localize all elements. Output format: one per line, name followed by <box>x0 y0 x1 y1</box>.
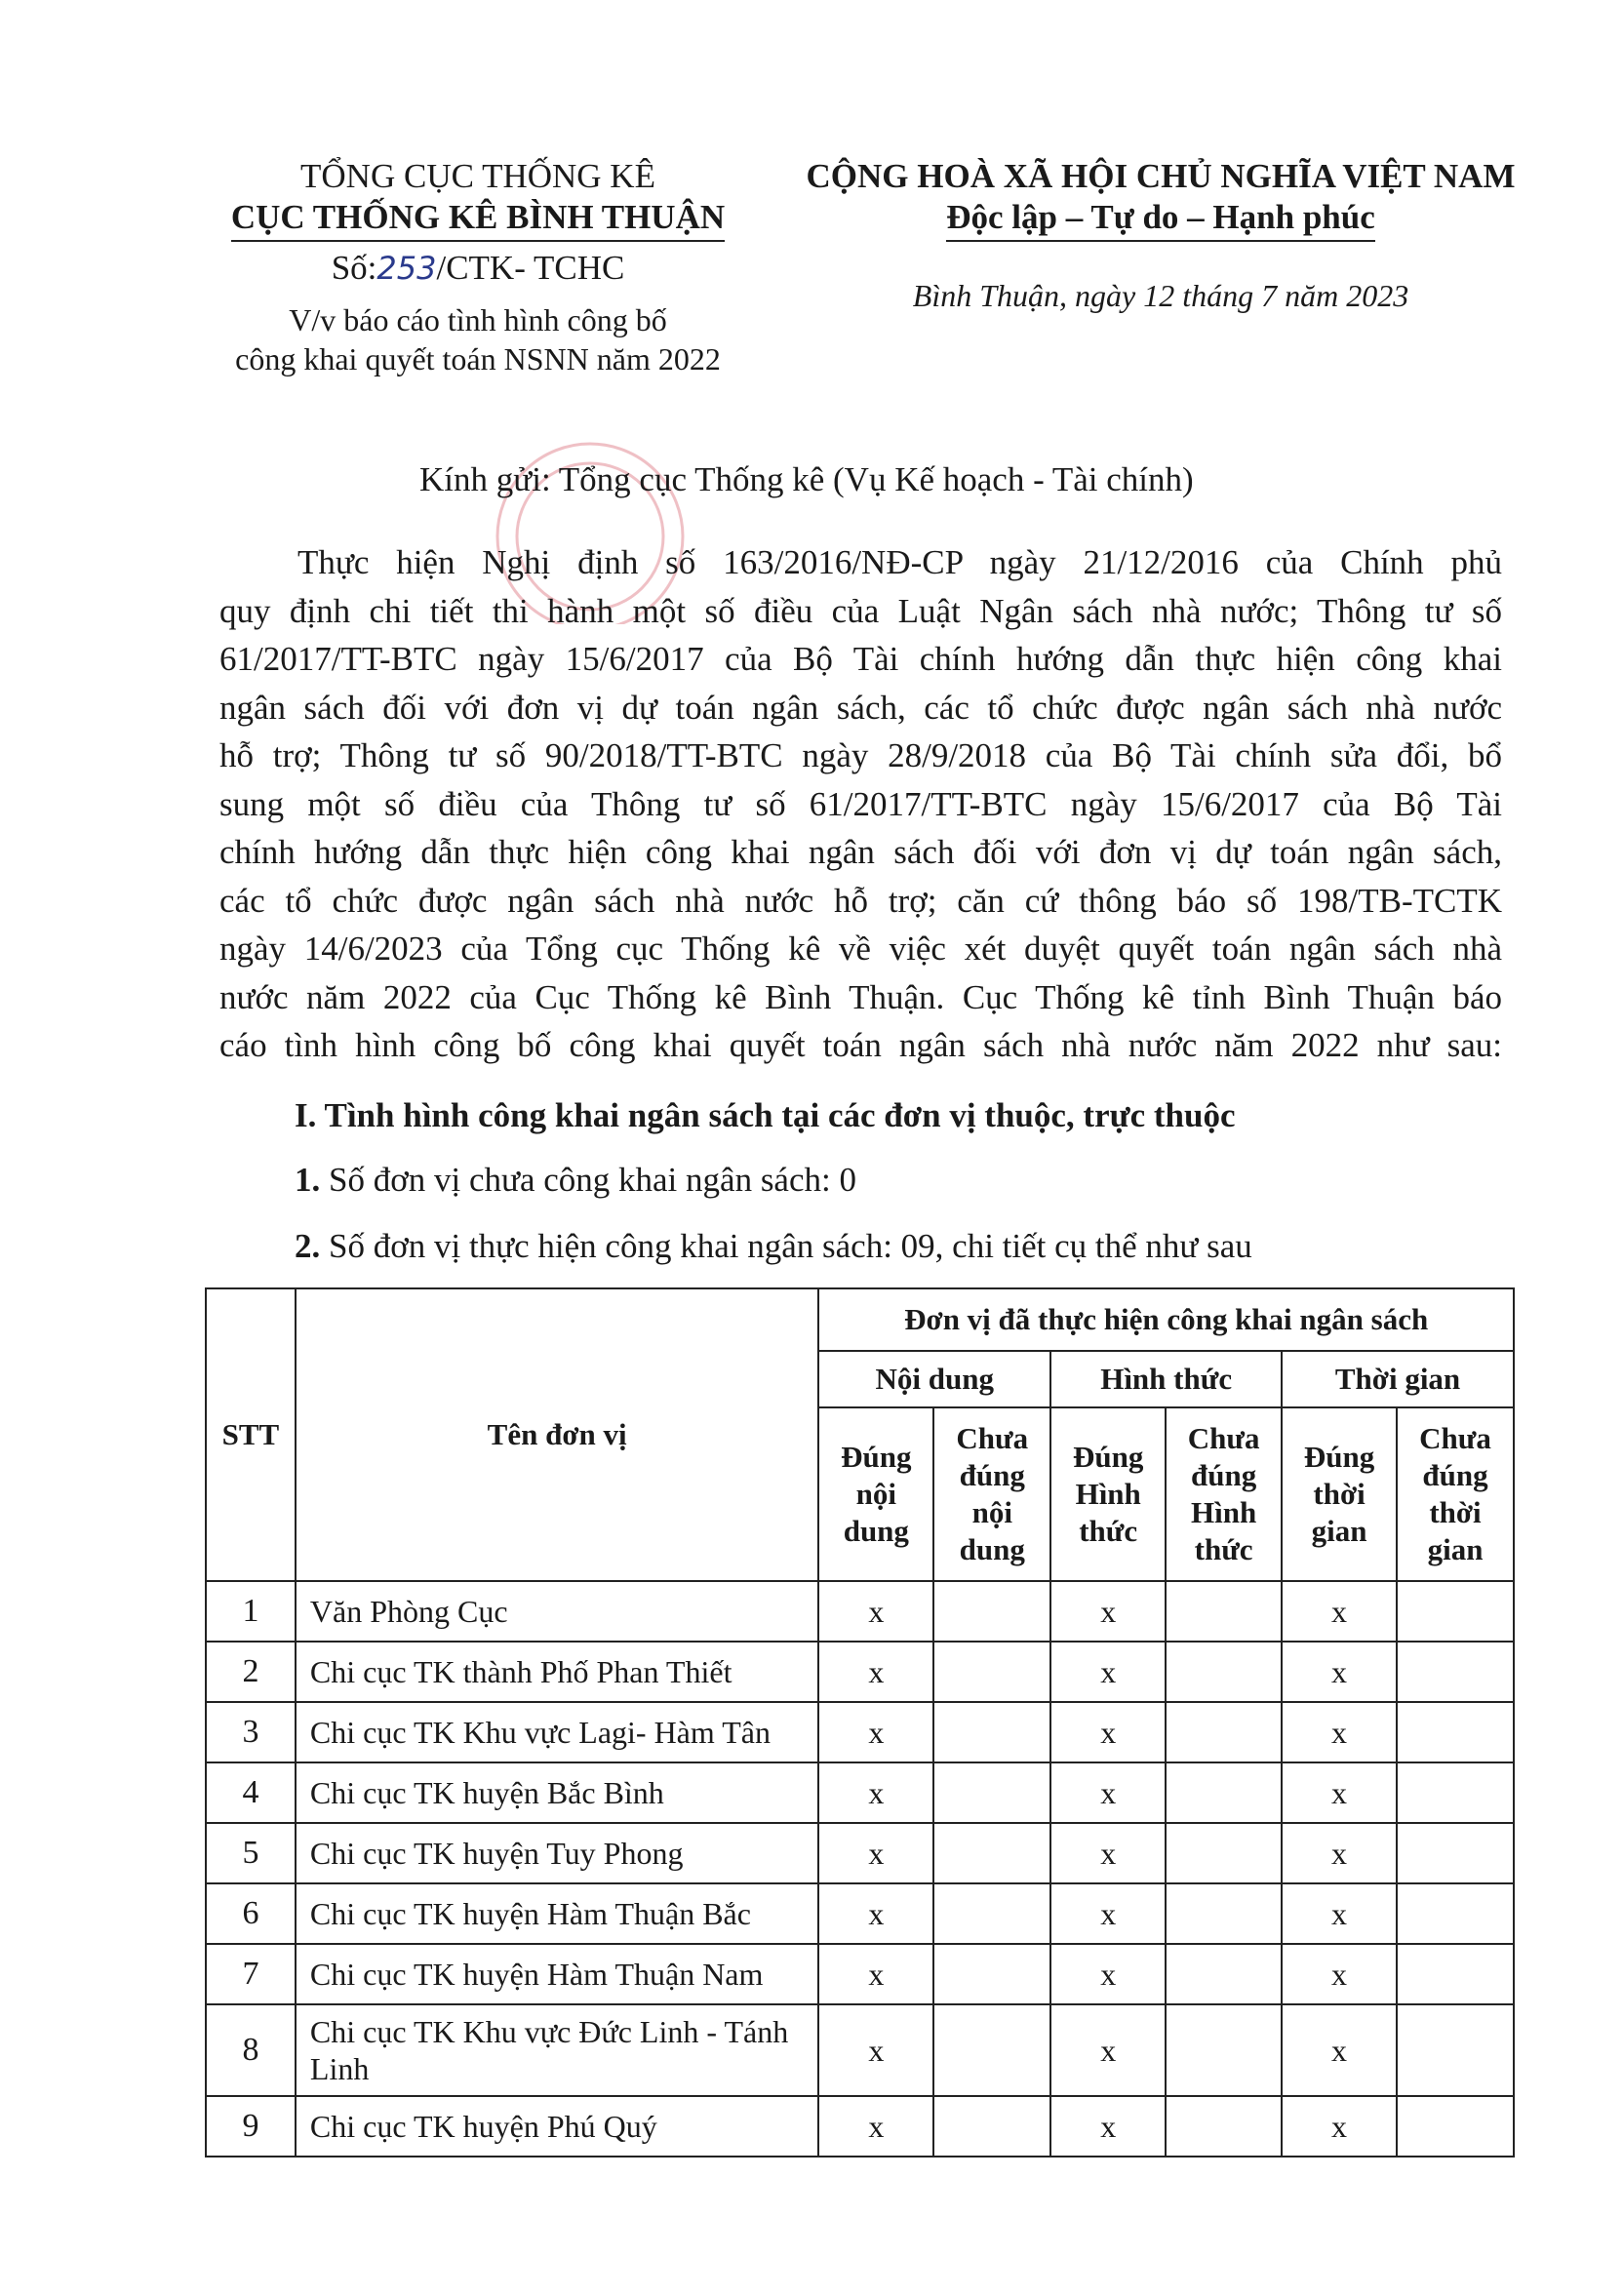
incorrect-content-mark <box>933 1944 1050 2004</box>
handwritten-number: 253 <box>376 250 437 287</box>
correct-form-mark: x <box>1050 1883 1166 1944</box>
correct-form-mark: x <box>1050 2004 1166 2096</box>
subject-line-1: V/v báo cáo tình hình công bố <box>289 302 667 337</box>
recipient-line: Kính gửi: Tổng cục Thống kê (Vụ Kế hoạch - Tài chính) <box>419 460 1194 498</box>
body-line: chính hướng dẫn thực hiện công khai ngân sách đối với đơn vị dự toán ngân sách, <box>219 833 1502 871</box>
subject-line-2: công khai quyết toán NSNN năm 2022 <box>235 341 721 376</box>
table-row <box>206 1642 1514 1702</box>
correct-form-mark: x <box>1050 1581 1166 1642</box>
correct-time-mark: x <box>1282 1944 1397 2004</box>
body-line: sung một số điều của Thông tư số 61/2017/TT-BTC ngày 15/6/2017 của Bộ Tài <box>219 784 1502 823</box>
country-name: CỘNG HOÀ XÃ HỘI CHỦ NGHĨA VIỆT NAM <box>806 157 1516 195</box>
table-row <box>206 1702 1514 1762</box>
body-line: hỗ trợ; Thông tư số 90/2018/TT-BTC ngày 28/9/2018 của Bộ Tài chính sửa đổi, bổ <box>219 736 1502 774</box>
correct-content-mark: x <box>818 1581 933 1642</box>
correct-form-mark: x <box>1050 1702 1166 1762</box>
header-unit-name: Tên đơn vị <box>296 1288 818 1581</box>
correct-content-mark: x <box>818 1823 933 1883</box>
header-correct-form: Đúng Hình thức <box>1050 1407 1166 1581</box>
unit-name: Chi cục TK huyện Tuy Phong <box>296 1823 818 1883</box>
correct-content-mark: x <box>818 1702 933 1762</box>
table-row <box>206 1762 1514 1823</box>
row-number: 6 <box>206 1883 296 1944</box>
correct-form-mark: x <box>1050 1823 1166 1883</box>
row-number: 5 <box>206 1823 296 1883</box>
disclosure-table <box>205 1287 1515 2157</box>
body-line: quy định chi tiết thi hành một số điều của Luật Ngân sách nhà nước; Thông tư số <box>219 591 1502 630</box>
header-incorrect-time: Chưa đúng thời gian <box>1397 1407 1514 1581</box>
unit-name: Chi cục TK huyện Bắc Bình <box>296 1762 818 1823</box>
correct-time-mark: x <box>1282 1883 1397 1944</box>
correct-content-mark: x <box>818 1642 933 1702</box>
correct-time-mark: x <box>1282 2096 1397 2157</box>
unit-name: Chi cục TK huyện Hàm Thuận Bắc <box>296 1883 818 1944</box>
incorrect-time-mark <box>1397 1883 1514 1944</box>
incorrect-content-mark <box>933 1823 1050 1883</box>
motto: Độc lập – Tự do – Hạnh phúc <box>771 197 1551 242</box>
correct-time-mark: x <box>1282 2004 1397 2096</box>
header-incorrect-form: Chưa đúng Hình thức <box>1166 1407 1282 1581</box>
header-time: Thời gian <box>1282 1351 1514 1407</box>
incorrect-time-mark <box>1397 1702 1514 1762</box>
table-row <box>206 2004 1514 2096</box>
incorrect-time-mark <box>1397 1823 1514 1883</box>
correct-content-mark: x <box>818 1883 933 1944</box>
correct-time-mark: x <box>1282 1823 1397 1883</box>
correct-form-mark: x <box>1050 1944 1166 2004</box>
body-line: Thực hiện Nghị định số 163/2016/NĐ-CP ngày 21/12/2016 của Chính phủ <box>297 543 1502 581</box>
item-2: 2. Số đơn vị thực hiện công khai ngân sách: 09, chi tiết cụ thể như sau <box>295 1227 1252 1265</box>
incorrect-time-mark <box>1397 2004 1514 2096</box>
incorrect-content-mark <box>933 1762 1050 1823</box>
table-row <box>206 1581 1514 1642</box>
header-correct-content: Đúng nội dung <box>818 1407 933 1581</box>
incorrect-content-mark <box>933 1702 1050 1762</box>
incorrect-form-mark <box>1166 1762 1282 1823</box>
correct-content-mark: x <box>818 2004 933 2096</box>
table-row <box>206 1944 1514 2004</box>
correct-time-mark: x <box>1282 1762 1397 1823</box>
correct-time-mark: x <box>1282 1581 1397 1642</box>
incorrect-form-mark <box>1166 1883 1282 1944</box>
header-right <box>771 156 1551 316</box>
header-stt: STT <box>206 1288 296 1581</box>
correct-time-mark: x <box>1282 1642 1397 1702</box>
agency-name: TỔNG CỤC THỐNG KÊ <box>300 157 655 195</box>
body-line: ngày 14/6/2023 của Tổng cục Thống kê về việc xét duyệt quyết toán ngân sách nhà <box>219 930 1502 968</box>
incorrect-form-mark <box>1166 2004 1282 2096</box>
incorrect-content-mark <box>933 1581 1050 1642</box>
body-line: nước năm 2022 của Cục Thống kê Bình Thuận. Cục Thống kê tỉnh Bình Thuận báo <box>219 977 1502 1016</box>
row-number: 8 <box>206 2004 296 2096</box>
place-date: Bình Thuận, ngày 12 tháng 7 năm 2023 <box>912 278 1409 313</box>
office-name: CỤC THỐNG KÊ BÌNH THUẬN <box>185 197 771 242</box>
incorrect-form-mark <box>1166 1944 1282 2004</box>
row-number: 1 <box>206 1581 296 1642</box>
body-paragraph <box>219 538 1502 1070</box>
unit-name: Chi cục TK huyện Phú Quý <box>296 2096 818 2157</box>
header-left <box>185 156 771 378</box>
body-line: 61/2017/TT-BTC ngày 15/6/2017 của Bộ Tài chính hướng dẫn thực hiện công khai <box>219 640 1502 678</box>
body-line: các tổ chức được ngân sách nhà nước hỗ trợ; căn cứ thông báo số 198/TB-TCTK <box>219 881 1502 920</box>
table-row <box>206 1883 1514 1944</box>
correct-form-mark: x <box>1050 2096 1166 2157</box>
body-line: cáo tình hình công bố công khai quyết toán ngân sách nhà nước năm 2022 như sau: <box>219 1026 1502 1064</box>
header-group: Đơn vị đã thực hiện công khai ngân sách <box>818 1288 1514 1351</box>
incorrect-time-mark <box>1397 1944 1514 2004</box>
incorrect-time-mark <box>1397 1581 1514 1642</box>
header-incorrect-content: Chưa đúng nội dung <box>933 1407 1050 1581</box>
item-1: 1. Số đơn vị chưa công khai ngân sách: 0 <box>295 1161 856 1199</box>
unit-name: Văn Phòng Cục <box>296 1581 818 1642</box>
document-number: Số:253/CTK- TCHC <box>331 249 625 287</box>
incorrect-form-mark <box>1166 1642 1282 1702</box>
header-form: Hình thức <box>1050 1351 1282 1407</box>
incorrect-content-mark <box>933 2096 1050 2157</box>
correct-content-mark: x <box>818 1944 933 2004</box>
incorrect-content-mark <box>933 1642 1050 1702</box>
incorrect-content-mark <box>933 2004 1050 2096</box>
row-number: 2 <box>206 1642 296 1702</box>
unit-name: Chi cục TK huyện Hàm Thuận Nam <box>296 1944 818 2004</box>
correct-form-mark: x <box>1050 1642 1166 1702</box>
incorrect-time-mark <box>1397 1642 1514 1702</box>
body-line: ngân sách đối với đơn vị dự toán ngân sách, các tổ chức được ngân sách nhà nước <box>219 688 1502 727</box>
unit-name: Chi cục TK thành Phố Phan Thiết <box>296 1642 818 1702</box>
row-number: 7 <box>206 1944 296 2004</box>
unit-name: Chi cục TK Khu vực Đức Linh - Tánh Linh <box>296 2004 818 2096</box>
incorrect-form-mark <box>1166 2096 1282 2157</box>
correct-time-mark: x <box>1282 1702 1397 1762</box>
section-heading: I. Tình hình công khai ngân sách tại các đơn vị thuộc, trực thuộc <box>295 1096 1236 1134</box>
header-correct-time: Đúng thời gian <box>1282 1407 1397 1581</box>
incorrect-time-mark <box>1397 1762 1514 1823</box>
table-row <box>206 2096 1514 2157</box>
correct-form-mark: x <box>1050 1762 1166 1823</box>
incorrect-time-mark <box>1397 2096 1514 2157</box>
incorrect-content-mark <box>933 1883 1050 1944</box>
row-number: 4 <box>206 1762 296 1823</box>
incorrect-form-mark <box>1166 1823 1282 1883</box>
table-row <box>206 1823 1514 1883</box>
incorrect-form-mark <box>1166 1702 1282 1762</box>
row-number: 3 <box>206 1702 296 1762</box>
row-number: 9 <box>206 2096 296 2157</box>
correct-content-mark: x <box>818 2096 933 2157</box>
incorrect-form-mark <box>1166 1581 1282 1642</box>
unit-name: Chi cục TK Khu vực Lagi- Hàm Tân <box>296 1702 818 1762</box>
correct-content-mark: x <box>818 1762 933 1823</box>
header-content: Nội dung <box>818 1351 1050 1407</box>
